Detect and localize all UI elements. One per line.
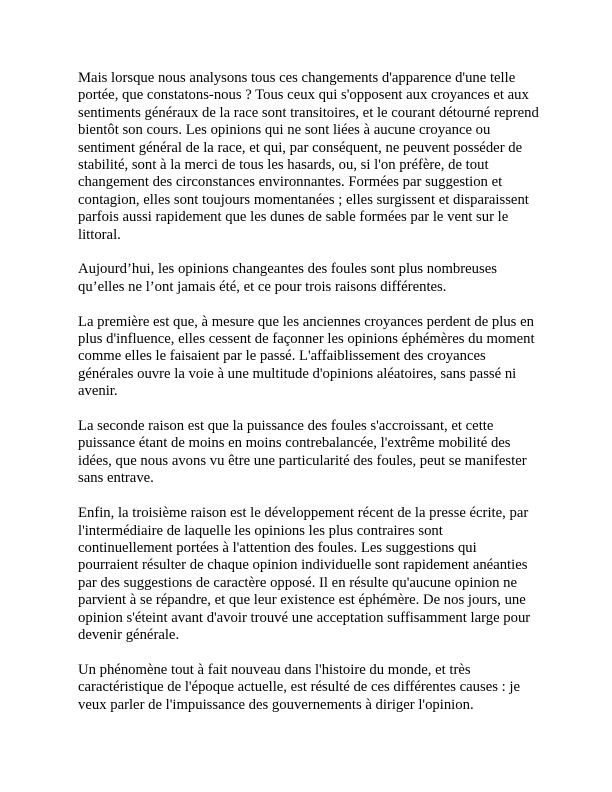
paragraph-1: Mais lorsque nous analysons tous ces changements d'apparence d'une telle portée, que constatons-nous ? Tous ceux qui s'opposent aux croyances et aux sentiments généraux de la race sont transitoires, et le courant détourné reprend bientôt son cours. Les opinions qui ne sont liées à aucune croyance ou sentiment général de la race, et qui, par conséquent, ne peuvent posséder de stabilité, sont à la merci de tous les hasards, ou, si l'on préfère, de tout changement des circonstances environnantes. Formées par suggestion et contagion, elles sont toujours momentanées ; elles surgissent et disparaissent parfois aussi rapidement que les dunes de sable formées par le vent sur le littoral. [78,70,539,243]
document-page [78,70,540,731]
paragraph-6: Un phénomène tout à fait nouveau dans l'histoire du monde, et très caractéristique de l'époque actuelle, est résulté de ces différentes causes : je veux parler de l'impuissance des gouvernements à diriger l'opinion. [78,661,520,713]
paragraph-5: Enfin, la troisième raison est le développement récent de la presse écrite, par l'intermédiaire de laquelle les opinions les plus contraires sont continuellement portées à l'attention des foules. Les suggestions qui pourraient résulter de chaque opinion individuelle sont rapidement anéanties par des suggestions de caractère opposé. Il en résulte qu'aucune opinion ne parvient à se répandre, et que leur existence est éphémère. De nos jours, une opinion s'éteint avant d'avoir trouvé une acceptation suffisamment large pour devenir générale. [78,505,531,643]
paragraph-4: La seconde raison est que la puissance des foules s'accroissant, et cette puissance étant de moins en moins contrebalancée, l'extrême mobilité des idées, que nous avons vu être une particularité des foules, peut se manifester sans entrave. [78,418,527,487]
paragraph-2: Aujourd’hui, les opinions changeantes des foules sont plus nombreuses qu’elles ne l’ont jamais été, et ce pour trois raisons différentes. [78,261,497,295]
paragraph-3: La première est que, à mesure que les anciennes croyances perdent de plus en plus d'influence, elles cessent de façonner les opinions éphémères du moment comme elles le faisaient par le passé. L'affaiblissement des croyances générales ouvre la voie à une multitude d'opinions aléatoires, sans passé ni avenir. [78,313,535,400]
